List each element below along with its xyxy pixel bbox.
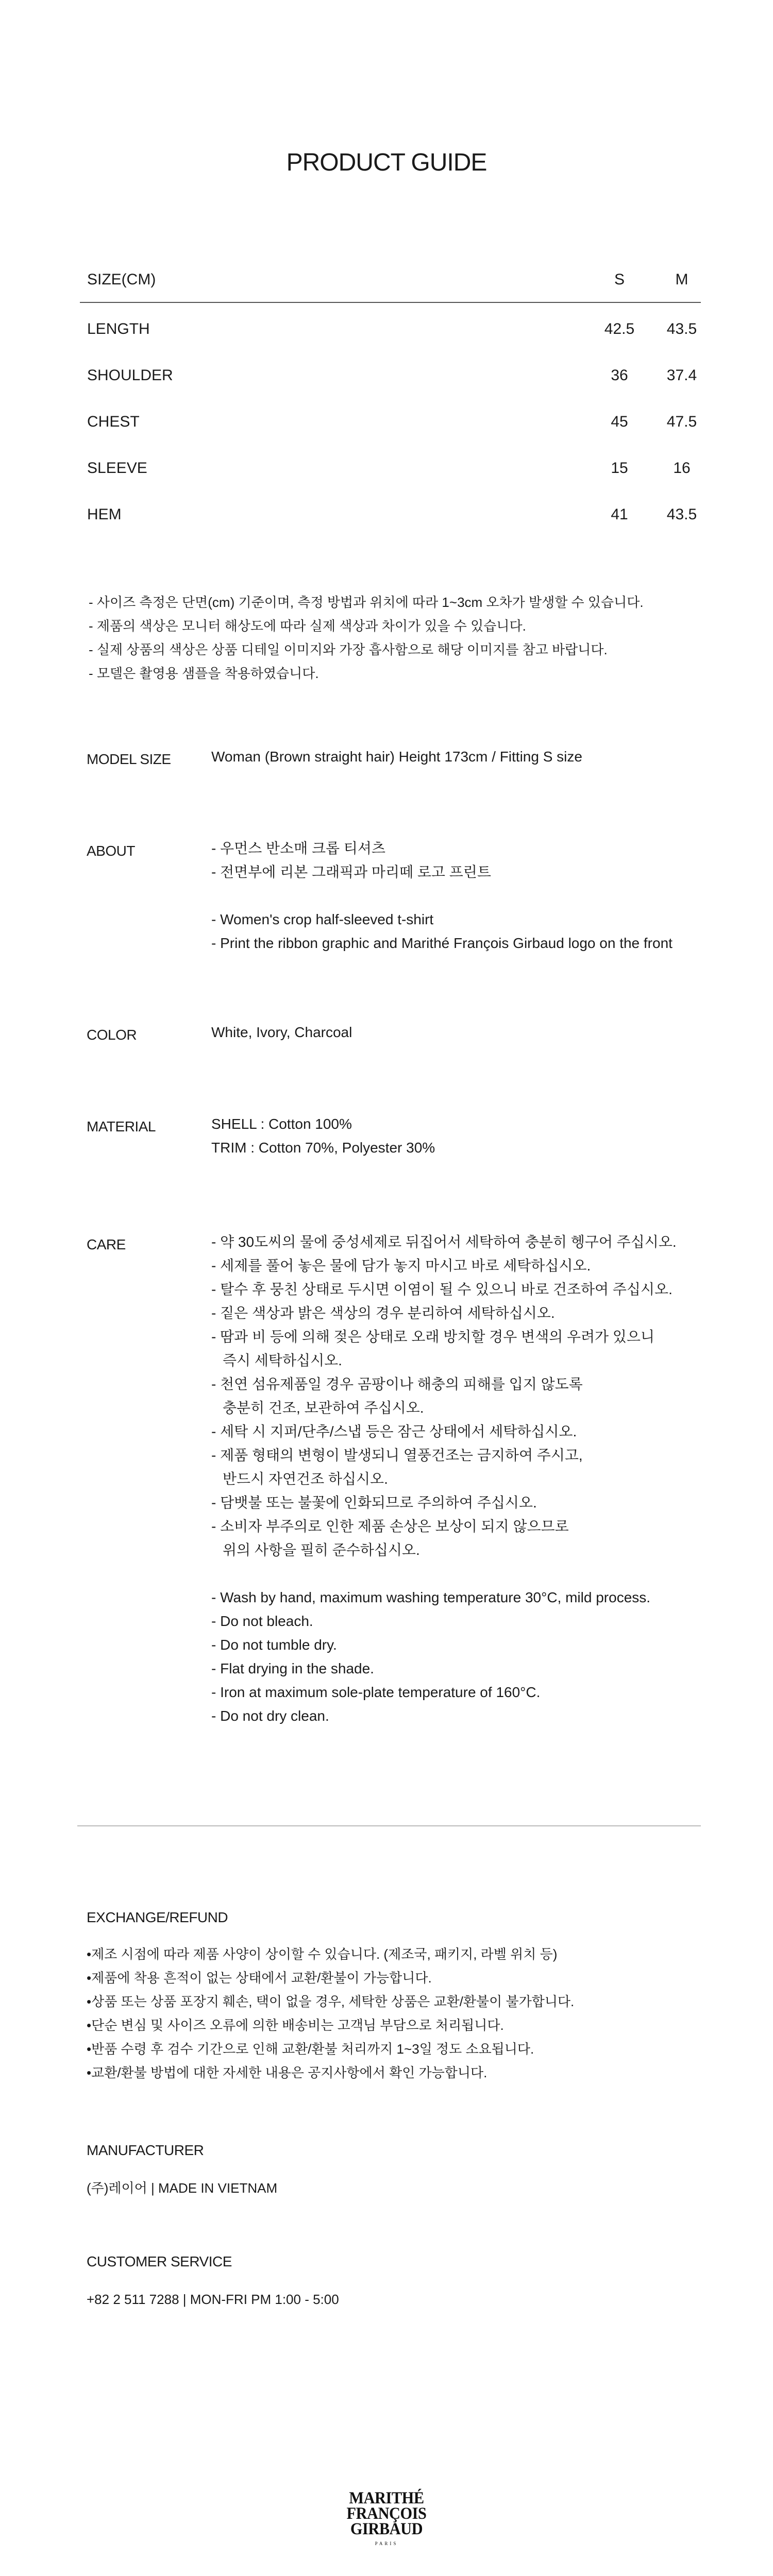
row-label: CHEST bbox=[87, 413, 140, 430]
care-ko-line: 반드시 자연건조 하십시오. bbox=[223, 1471, 388, 1487]
note-line: - 제품의 색상은 모니터 해상도에 따라 실제 색상과 차이가 있을 수 있습니다. bbox=[89, 618, 526, 634]
about-body bbox=[211, 837, 673, 955]
care-ko-line: 위의 사항을 필히 준수하십시오. bbox=[223, 1542, 420, 1558]
care-ko-line: 충분히 건조, 보관하여 주십시오. bbox=[223, 1400, 424, 1416]
page-title: PRODUCT GUIDE bbox=[286, 149, 487, 176]
exchange-line: •제조 시점에 따라 제품 사양이 상이할 수 있습니다. (제조국, 패키지, 라벨 위치 등) bbox=[87, 1946, 558, 1962]
exchange-line: •단순 변심 및 사이즈 오류에 의한 배송비는 고객님 부담으로 처리됩니다. bbox=[87, 2018, 504, 2033]
color-label: COLOR bbox=[87, 1027, 137, 1043]
table-row bbox=[80, 488, 701, 535]
row-value-s: 36 bbox=[611, 367, 628, 384]
care-ko-line: - 세제를 풀어 놓은 물에 담가 놓지 마시고 바로 세탁하십시오. bbox=[211, 1258, 591, 1274]
note-line: - 사이즈 측정은 단면(cm) 기준이며, 측정 방법과 위치에 따라 1~3cm 오차가 발생할 수 있습니다. bbox=[89, 595, 644, 610]
exchange-body bbox=[87, 1942, 574, 2084]
material-label: MATERIAL bbox=[87, 1118, 156, 1134]
manufacturer-body bbox=[87, 2176, 277, 2200]
care-en-line: - Flat drying in the shade. bbox=[211, 1660, 374, 1676]
care-ko-line: - 세탁 시 지퍼/단추/스냅 등은 잠근 상태에서 세탁하십시오. bbox=[211, 1423, 577, 1439]
material-line: SHELL : Cotton 100% bbox=[211, 1116, 352, 1132]
logo-line: GIRBAUD bbox=[350, 2520, 423, 2538]
table-row bbox=[80, 442, 701, 488]
care-ko-line: - 약 30도씨의 물에 중성세제로 뒤집어서 세탁하여 충분히 헹구어 주십시오. bbox=[211, 1234, 677, 1250]
care-ko-line: - 담뱃불 또는 불꽃에 인화되므로 주의하여 주십시오. bbox=[211, 1495, 537, 1511]
about-line: - 우먼스 반소매 크롭 티셔츠 bbox=[211, 840, 385, 856]
care-en-line: - Do not bleach. bbox=[211, 1613, 313, 1629]
care-ko-line: - 탈수 후 뭉친 상태로 두시면 이염이 될 수 있으니 바로 건조하여 주십시오. bbox=[211, 1281, 673, 1297]
size-table-header bbox=[80, 268, 701, 303]
row-value-s: 45 bbox=[611, 413, 628, 430]
size-notes bbox=[89, 590, 644, 685]
exchange-line: •교환/환불 방법에 대한 자세한 내용은 공지사항에서 확인 가능합니다. bbox=[87, 2065, 488, 2080]
logo-tagline: PARIS bbox=[375, 2541, 398, 2546]
row-value-m: 47.5 bbox=[666, 413, 697, 430]
care-en-line: - Iron at maximum sole-plate temperature of 160°C. bbox=[211, 1684, 541, 1700]
model-size-body bbox=[211, 745, 582, 769]
note-line: - 모델은 촬영용 샘플을 착용하였습니다. bbox=[89, 666, 319, 681]
about-label: ABOUT bbox=[87, 843, 135, 859]
note-line: - 실제 상품의 색상은 상품 디테일 이미지와 가장 흡사함으로 해당 이미지를 참고 바랍니다. bbox=[89, 642, 608, 657]
care-en-line: - Do not dry clean. bbox=[211, 1708, 329, 1724]
exchange-line: •상품 또는 상품 포장지 훼손, 택이 없을 경우, 세탁한 상품은 교환/환불이 불가합니다. bbox=[87, 1994, 575, 2009]
table-row bbox=[80, 303, 701, 349]
row-value-m: 43.5 bbox=[666, 506, 697, 523]
material-body bbox=[211, 1112, 435, 1160]
row-label: SHOULDER bbox=[87, 367, 173, 384]
size-table bbox=[80, 268, 701, 535]
color-body bbox=[211, 1021, 352, 1044]
care-ko-line: - 천연 섬유제품일 경우 곰팡이나 해충의 피해를 입지 않도록 bbox=[211, 1376, 583, 1392]
size-header-label: SIZE(CM) bbox=[87, 271, 156, 288]
care-ko-line: - 제품 형태의 변형이 발생되니 열풍건조는 금지하여 주시고, bbox=[211, 1447, 583, 1463]
row-value-m: 37.4 bbox=[666, 367, 697, 384]
row-value-s: 41 bbox=[611, 506, 628, 523]
care-ko-line: - 짙은 색상과 밝은 색상의 경우 분리하여 세탁하십시오. bbox=[211, 1305, 555, 1321]
exchange-line: •반품 수령 후 검수 기간으로 인해 교환/환불 처리까지 1~3일 정도 소요됩니다. bbox=[87, 2041, 534, 2057]
row-value-m: 43.5 bbox=[666, 320, 697, 337]
care-body bbox=[211, 1230, 677, 1728]
row-label: SLEEVE bbox=[87, 460, 147, 477]
logo-line: FRANÇOIS bbox=[346, 2504, 427, 2523]
material-line: TRIM : Cotton 70%, Polyester 30% bbox=[211, 1140, 435, 1156]
model-size-value: Woman (Brown straight hair) Height 173cm / Fitting S size bbox=[211, 749, 582, 765]
row-label: HEM bbox=[87, 506, 122, 523]
care-ko-line: - 땀과 비 등에 의해 젖은 상태로 오래 방치할 경우 변색의 우려가 있으니 bbox=[211, 1329, 655, 1345]
table-row bbox=[80, 396, 701, 442]
row-value-m: 16 bbox=[673, 460, 691, 477]
size-header-s: S bbox=[614, 271, 625, 288]
care-en-line: - Wash by hand, maximum washing temperature 30°C, mild process. bbox=[211, 1589, 651, 1605]
customer-service-value: +82 2 511 7288 | MON-FRI PM 1:00 - 5:00 bbox=[87, 2292, 339, 2307]
row-label: LENGTH bbox=[87, 320, 150, 337]
row-value-s: 15 bbox=[611, 460, 628, 477]
about-line: - Print the ribbon graphic and Marithé François Girbaud logo on the front bbox=[211, 935, 673, 951]
manufacturer-value: (주)레이어 | MADE IN VIETNAM bbox=[87, 2180, 278, 2196]
customer-service-body bbox=[87, 2287, 339, 2311]
logo-line: MARITHÉ bbox=[349, 2489, 424, 2507]
section-divider bbox=[77, 1825, 701, 1826]
about-line: - 전면부에 리본 그래픽과 마리떼 로고 프린트 bbox=[211, 864, 491, 880]
about-line: - Women's crop half-sleeved t-shirt bbox=[211, 911, 434, 927]
model-size-label: MODEL SIZE bbox=[87, 751, 171, 767]
brand-logo bbox=[335, 2490, 438, 2546]
care-ko-line: 즉시 세탁하십시오. bbox=[223, 1352, 342, 1368]
care-label: CARE bbox=[87, 1236, 126, 1252]
exchange-label: EXCHANGE/REFUND bbox=[87, 1909, 228, 1925]
color-value: White, Ivory, Charcoal bbox=[211, 1024, 352, 1040]
size-header-m: M bbox=[675, 271, 688, 288]
care-en-line: - Do not tumble dry. bbox=[211, 1637, 337, 1653]
table-row bbox=[80, 349, 701, 396]
customer-service-label: CUSTOMER SERVICE bbox=[87, 2253, 232, 2269]
row-value-s: 42.5 bbox=[604, 320, 635, 337]
care-ko-line: - 소비자 부주의로 인한 제품 손상은 보상이 되지 않으므로 bbox=[211, 1518, 569, 1534]
manufacturer-label: MANUFACTURER bbox=[87, 2142, 204, 2158]
exchange-line: •제품에 착용 흔적이 없는 상태에서 교환/환불이 가능합니다. bbox=[87, 1970, 432, 1986]
